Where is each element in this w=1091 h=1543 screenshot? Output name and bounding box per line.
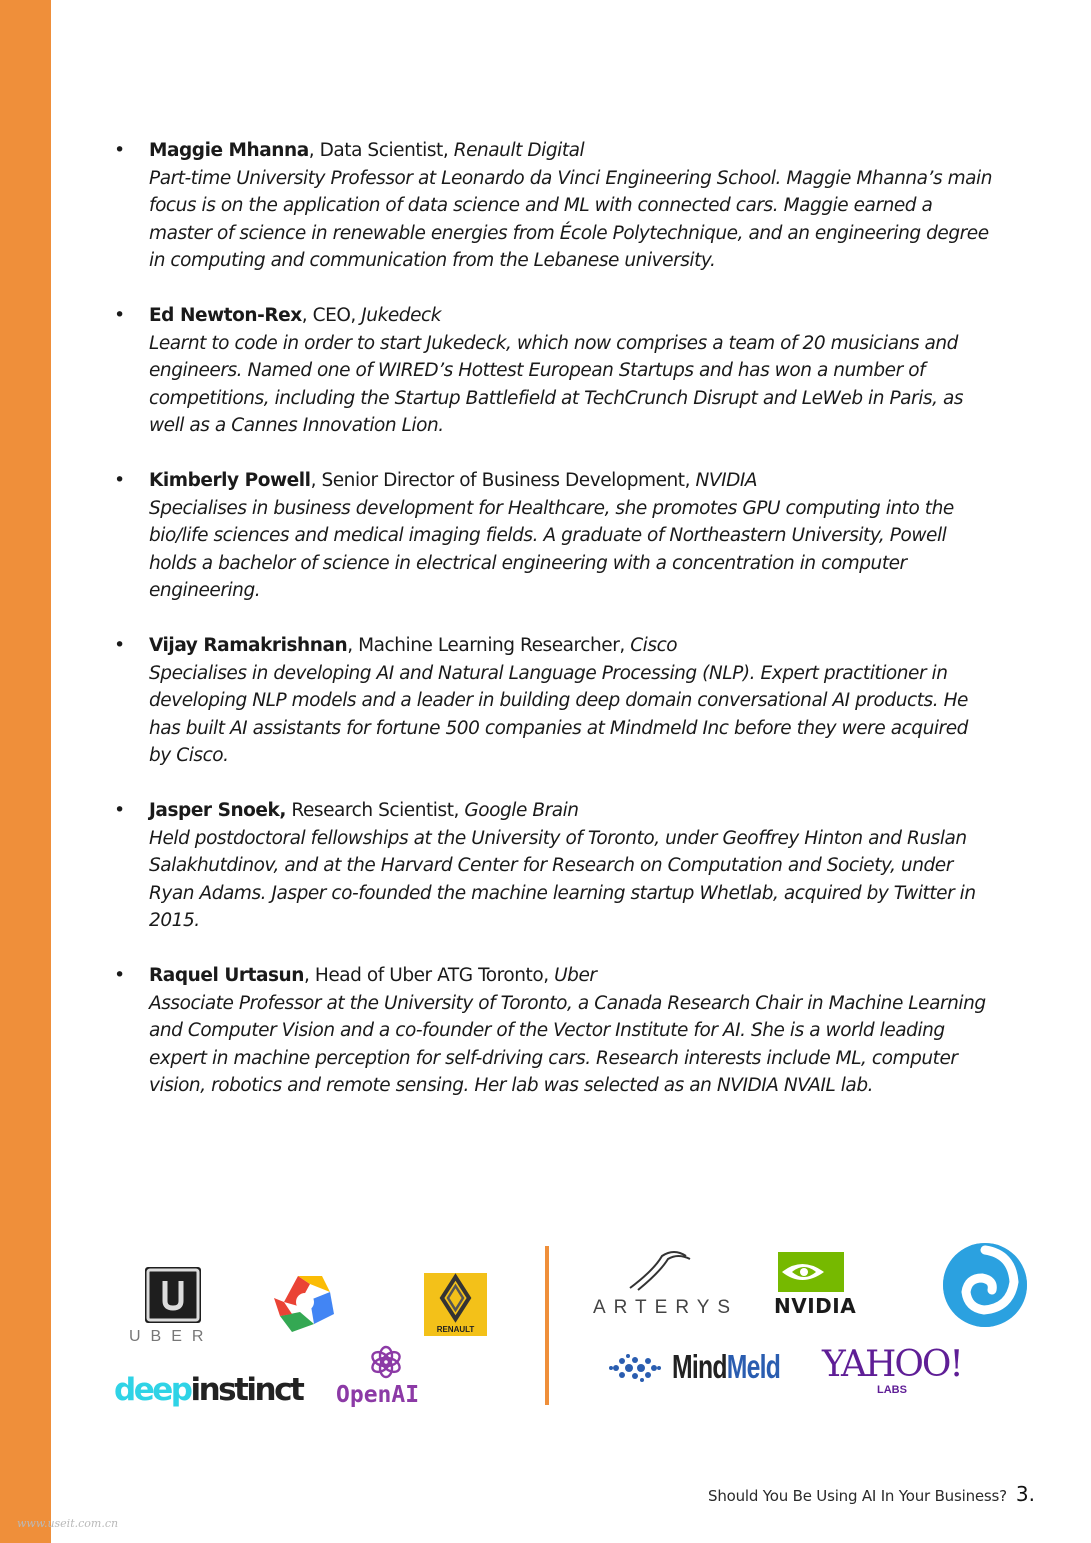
speaker-name: Jasper Snoek,	[149, 800, 286, 821]
page-footer	[708, 1482, 1035, 1506]
speaker-bio: Associate Professor at the University of Toronto, a Canada Research Chair in Machine Learning and Computer Vision and a co-founder of the Vector Institute for AI. She is a world leading expert in machine perception for self-driving cars. Research interests include ML, computer vision, robotics and remote sensing. Her lab was selected as an NVIDIA NVAIL lab.	[149, 992, 986, 1096]
google-brain-icon	[270, 1270, 340, 1336]
speaker-bio: Held postdoctoral fellowships at the University of Toronto, under Geoffrey Hinton and Ruslan Salakhutdinov, and at the Harvard Center for Research on Computation and Society, under Ryan Adams. Jasper co-founded the machine learning startup Whetlab, acquired by Twitter in 2015.	[149, 827, 976, 931]
speaker-company: Renault Digital	[453, 140, 585, 161]
mindmeld-wordmark	[672, 1348, 780, 1386]
openai-knot-icon	[368, 1344, 404, 1380]
renault-logo	[424, 1273, 487, 1336]
speaker-company: Cisco	[630, 635, 678, 656]
speaker-role: Research Scientist,	[291, 800, 465, 821]
arterys-wordmark: ARTERYS	[593, 1297, 739, 1318]
bullet-icon: •	[114, 304, 126, 326]
list-item	[112, 137, 992, 275]
list-item	[112, 632, 992, 770]
speaker-list	[112, 137, 992, 1127]
nvidia-logo	[774, 1252, 864, 1318]
speaker-name: Vijay Ramakrishnan	[149, 635, 348, 656]
speaker-bio: Specialises in developing AI and Natural Language Processing (NLP). Expert practitioner in developing NLP models and a leader in building deep domain conversational AI products. He has built AI assistants for fortune 500 companies at Mindmeld Inc before they were acquired by Cisco.	[149, 662, 968, 766]
renault-wordmark: RENAULT	[436, 1325, 475, 1334]
speaker-company: Jukedeck	[361, 305, 441, 326]
speaker-name: Maggie Mhanna	[149, 140, 309, 161]
mindmeld-mind: Mind	[672, 1348, 727, 1385]
openai-logo	[336, 1344, 436, 1414]
speaker-role: Machine Learning Researcher,	[358, 635, 631, 656]
yahoo-labs-label: LABS	[877, 1384, 907, 1396]
speaker-company: Google Brain	[464, 800, 579, 821]
bullet-icon: •	[114, 634, 126, 656]
speaker-role: Head of Uber ATG Toronto,	[314, 965, 555, 986]
speaker-role: Senior Director of Business Development,	[321, 470, 696, 491]
separator: ,	[347, 635, 359, 656]
speaker-role: Data Scientist,	[319, 140, 454, 161]
mindmeld-meld: Meld	[726, 1348, 781, 1385]
speaker-name: Ed Newton-Rex	[149, 305, 302, 326]
page-number: 3.	[1015, 1482, 1035, 1506]
deepinstinct-instinct: instinct	[190, 1372, 303, 1408]
speaker-heading	[149, 797, 992, 825]
speaker-heading	[149, 302, 992, 330]
separator: ,	[304, 965, 315, 986]
deepmind-logo	[940, 1240, 1030, 1330]
uber-icon	[144, 1266, 202, 1324]
list-item	[112, 797, 992, 935]
speaker-name: Kimberly Powell	[149, 470, 311, 491]
list-item	[112, 467, 992, 605]
deepinstinct-deep: deep	[114, 1372, 191, 1408]
bullet-icon: •	[114, 964, 126, 986]
speaker-heading	[149, 467, 992, 495]
yahoo-labs-logo	[822, 1344, 978, 1400]
speaker-heading	[149, 137, 992, 165]
arterys-logo	[592, 1250, 739, 1320]
speaker-role: CEO,	[312, 305, 362, 326]
renault-diamond-icon	[424, 1273, 487, 1323]
openai-wordmark: OpenAI	[336, 1382, 420, 1408]
yahoo-wordmark: YAHOO!	[822, 1344, 962, 1385]
separator: ,	[308, 140, 320, 161]
arterys-swoosh-icon	[624, 1250, 694, 1292]
speaker-bio: Part-time University Professor at Leonardo da Vinci Engineering School. Maggie Mhanna’s main focus is on the application of data science and ML with connected cars. Maggie earned a master of science in renewable energies from École Polytechnique, and an engineering degree in computing and communication from the Lebanese university.	[149, 167, 993, 271]
list-item	[112, 962, 992, 1100]
bullet-icon: •	[114, 799, 126, 821]
nvidia-eye-icon	[778, 1252, 844, 1292]
document-title: Should You Be Using AI In Your Business?	[708, 1487, 1007, 1505]
speaker-bio: Learnt to code in order to start Jukedeck, which now comprises a team of 20 musicians and engineers. Named one of WIRED’s Hottest European Startups and has won a number of competitions, including the Startup Battlefield at TechCrunch Disrupt and LeWeb in Paris, as well as a Cannes Innovation Lion.	[149, 332, 964, 436]
uber-wordmark: UBER	[129, 1328, 214, 1345]
uber-logo	[126, 1264, 220, 1348]
accent-sidebar	[0, 0, 51, 1543]
mindmeld-dots-icon	[608, 1348, 662, 1388]
separator: ,	[310, 470, 322, 491]
bullet-icon: •	[114, 139, 126, 161]
speaker-company: NVIDIA	[695, 470, 758, 491]
google-brain-logo	[270, 1270, 340, 1336]
mindmeld-logo	[608, 1344, 794, 1392]
swirl-icon	[940, 1240, 1030, 1330]
watermark: www.useit.com.cn	[17, 1517, 119, 1530]
speaker-name: Raquel Urtasun	[149, 965, 304, 986]
speaker-heading	[149, 962, 992, 990]
list-item	[112, 302, 992, 440]
separator: ,	[301, 305, 313, 326]
speaker-heading	[149, 632, 992, 660]
deepinstinct-logo	[114, 1368, 314, 1412]
logo-divider	[545, 1246, 549, 1405]
speaker-bio: Specialises in business development for Healthcare, she promotes GPU computing into the bio/life sciences and medical imaging fields. A graduate of Northeastern University, Powell holds a bachelor of science in electrical engineering with a concentration in computer engineering.	[149, 497, 954, 601]
speaker-company: Uber	[554, 965, 597, 986]
bullet-icon: •	[114, 469, 126, 491]
nvidia-wordmark: NVIDIA	[774, 1294, 857, 1318]
